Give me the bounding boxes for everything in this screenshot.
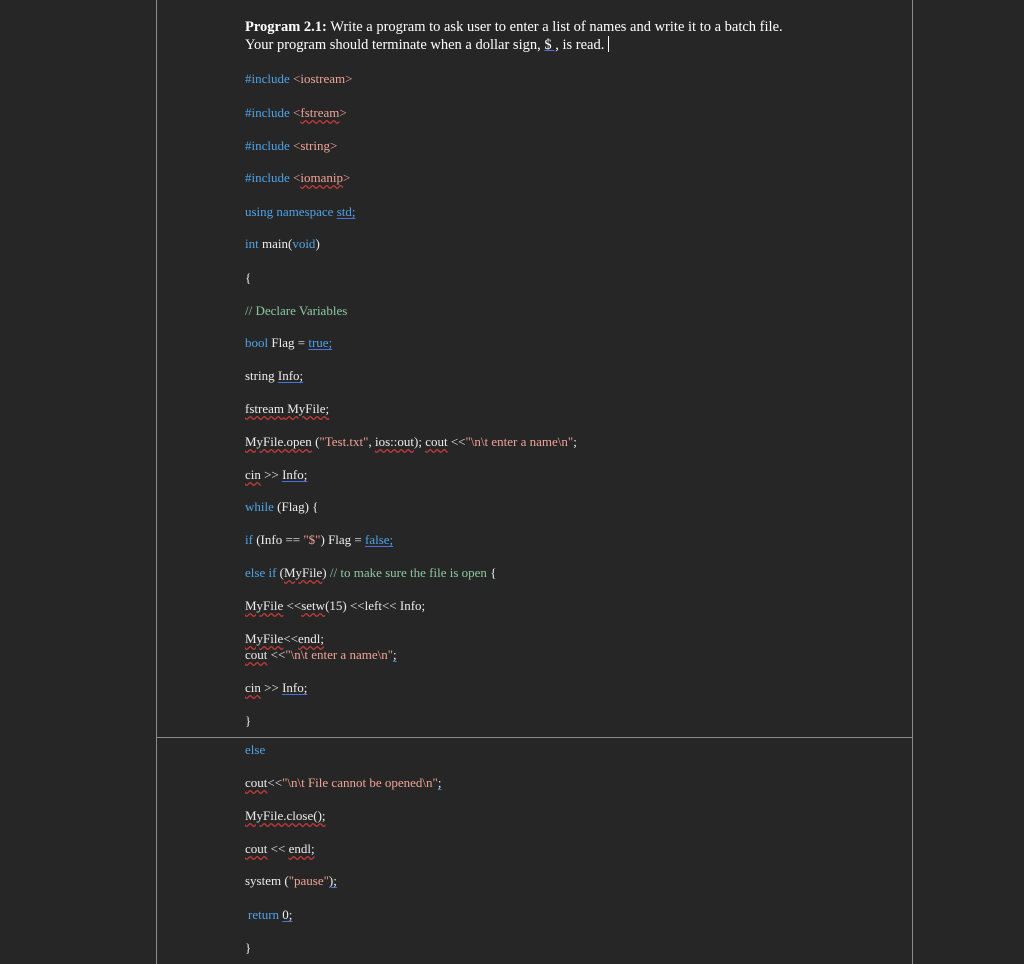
code-line-include-fstream: #include <fstream> bbox=[245, 105, 347, 120]
page-divider bbox=[156, 737, 912, 738]
code-line-main: int main(void) bbox=[245, 236, 320, 251]
code-line-cout-enter: cout <<"\n\t enter a name\n"; bbox=[245, 647, 397, 662]
dollar-sign: $ , bbox=[544, 37, 559, 53]
code-line-include-iostream: #include <iostream> bbox=[245, 71, 353, 86]
code-line-return: return 0; bbox=[248, 907, 293, 922]
code-line-cout-cannot-open: cout<<"\n\t File cannot be opened\n"; bbox=[245, 775, 442, 790]
code-line-cin-info-1: cin >> Info; bbox=[245, 467, 308, 482]
code-line-myfile-endl: MyFile<<endl; bbox=[245, 631, 324, 646]
code-line-comment-declare: // Declare Variables bbox=[245, 303, 348, 318]
code-line-string-info: string Info; bbox=[245, 368, 304, 383]
problem-line-1: Program 2.1: Write a program to ask user to enter a list of names and write it to a batch file. bbox=[245, 19, 783, 35]
code-line-bool-flag: bool Flag = true; bbox=[245, 335, 333, 350]
code-line-myfile-close: MyFile.close(); bbox=[245, 808, 326, 823]
code-line-else-if: else if (MyFile) // to make sure the file is open { bbox=[245, 565, 497, 580]
code-line-close-brace-1: } bbox=[245, 713, 252, 728]
problem-statement bbox=[245, 19, 885, 54]
code-line-myfile-open: MyFile.open ("Test.txt", ios::out); cout <<"\n\t enter a name\n"; bbox=[245, 434, 577, 449]
program-label: Program 2.1: bbox=[245, 19, 327, 35]
code-line-open-brace: { bbox=[245, 270, 252, 285]
code-line-fstream-myfile: fstream MyFile; bbox=[245, 401, 330, 416]
code-line-include-iomanip: #include <iomanip> bbox=[245, 170, 351, 185]
code-line-include-string: #include <string> bbox=[245, 138, 338, 153]
code-line-system-pause: system ("pause"); bbox=[245, 873, 337, 888]
code-line-using-namespace: using namespace std; bbox=[245, 204, 356, 219]
problem-line-2: Your program should terminate when a dollar sign, $ , is read. bbox=[245, 36, 885, 54]
code-line-cin-info-2: cin >> Info; bbox=[245, 680, 308, 695]
code-line-cout-endl: cout << endl; bbox=[245, 841, 315, 856]
code-line-setw: MyFile <<setw(15) <<left<< Info; bbox=[245, 598, 426, 613]
code-line-close-brace-2: } bbox=[245, 940, 252, 955]
text-cursor bbox=[608, 36, 609, 52]
code-line-if: if (Info == "$") Flag = false; bbox=[245, 532, 394, 547]
code-line-while: while (Flag) { bbox=[245, 499, 319, 514]
code-line-else: else bbox=[245, 742, 266, 757]
